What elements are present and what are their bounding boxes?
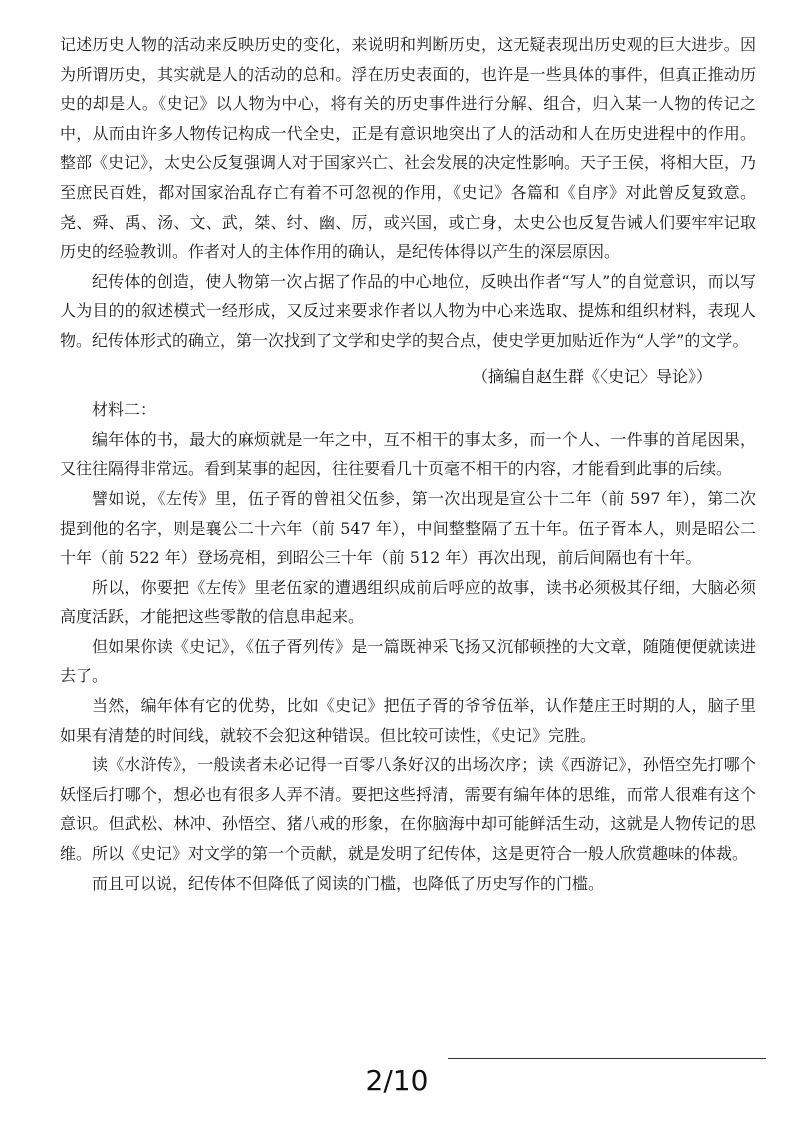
material-two-paragraph-3: 所以，你要把《左传》里老伍家的遭遇组织成前后呼应的故事，读书必须极其仔细，大脑必须高度活跃，才能把这些零散的信息串起来。 (60, 577, 756, 627)
material-one-paragraph-1: 记述历史人物的活动来反映历史的变化，来说明和判断历史，这无疑表现出历史观的巨大进步。因为所谓历史，其实就是人的活动的总和。浮在历史表面的，也许是一些具体的事件，但真正推动历史的却是人。《史记》以人物为中心，将有关的历史事件进行分解、组合，归入某一人物的传记之中，从而由许多人物传记构成一代全史，正是有意识地突出了人的活动和人在历史进程中的作用。整部《史记》，太史公反复强调人对于国家兴亡、社会发展的决定性影响。天子王侯，将相大臣，乃至庶民百姓，都对国家治乱存亡有着不可忽视的作用，《史记》各篇和《自序》对此曾反复致意。尧、舜、禹、汤、文、武，桀、纣、幽、厉，或兴国，或亡身，太史公也反复告诫人们要牢牢记取历史的经验教训。作者对人的主体作用的确认，是纪传体得以产生的深层原因。 (60, 35, 757, 262)
page-number: 2/10 (365, 1064, 429, 1097)
material-two-heading: 材料二： (92, 400, 157, 420)
material-two-paragraph-1: 编年体的书，最大的麻烦就是一年之中，互不相干的事太多，而一个人、一件事的首尾因果，又往往隔得非常远。看到某事的起因，往往要看几十页毫不相干的内容，才能看到此事的后续。 (60, 429, 756, 479)
material-one-source: （摘编自赵生群《〈史记〉导论》） (471, 366, 712, 386)
material-two-paragraph-7: 而且可以说，纪传体不但降低了阅读的门槛，也降低了历史写作的门槛。 (92, 873, 605, 893)
material-two-paragraph-6: 读《水浒传》，一般读者未必记得一百零八条好汉的出场次序；读《西游记》，孙悟空先打哪个妖怪后打哪个，想必也有很多人弄不清。要把这些捋清，需要有编年体的思维，而常人很难有这个意识。但武松、林冲、孙悟空、猪八戒的形象，在你脑海中却可能鲜活生动，这就是人物传记的思维。所以《史记》对文学的第一个贡献，就是发明了纪传体，这是更符合一般人欣赏趣味的体裁。 (60, 755, 756, 864)
material-one (60, 30, 756, 391)
material-two-paragraph-2: 譬如说，《左传》里，伍子胥的曾祖父伍参，第一次出现是宣公十二年（前 597 年），第二次提到他的名字，则是襄公二十六年（前 547 年），中间整整隔了五十年。伍子胥本人，则是昭公二十年（前 522 年）登场亮相，到昭公三十年（前 512 年）再次出现，前后间隔也有十年。 (60, 488, 756, 568)
material-two-paragraph-5: 当然，编年体有它的优势，比如《史记》把伍子胥的爷爷伍举，认作楚庄王时期的人，脑子里如果有清楚的时间线，就较不会犯这种错误。但比较可读性，《史记》完胜。 (60, 696, 756, 745)
material-two (60, 395, 756, 898)
material-one-paragraph-2: 纪传体的创造，使人物第一次占据了作品的中心地位，反映出作者“写人”的自觉意识，而以写人为目的的叙述模式一经形成，又反过来要求作者以人物为中心来选取、提炼和组织材料，表现人物。纪传体形式的确立，第一次找到了文学和史学的契合点，使史学更加贴近作为“人学”的文学。 (60, 271, 756, 350)
footer-divider (448, 1058, 766, 1059)
material-two-paragraph-4: 但如果你读《史记》，《伍子胥列传》是一篇既神采飞扬又沉郁顿挫的大文章，随随便便就读进去了。 (60, 636, 756, 686)
